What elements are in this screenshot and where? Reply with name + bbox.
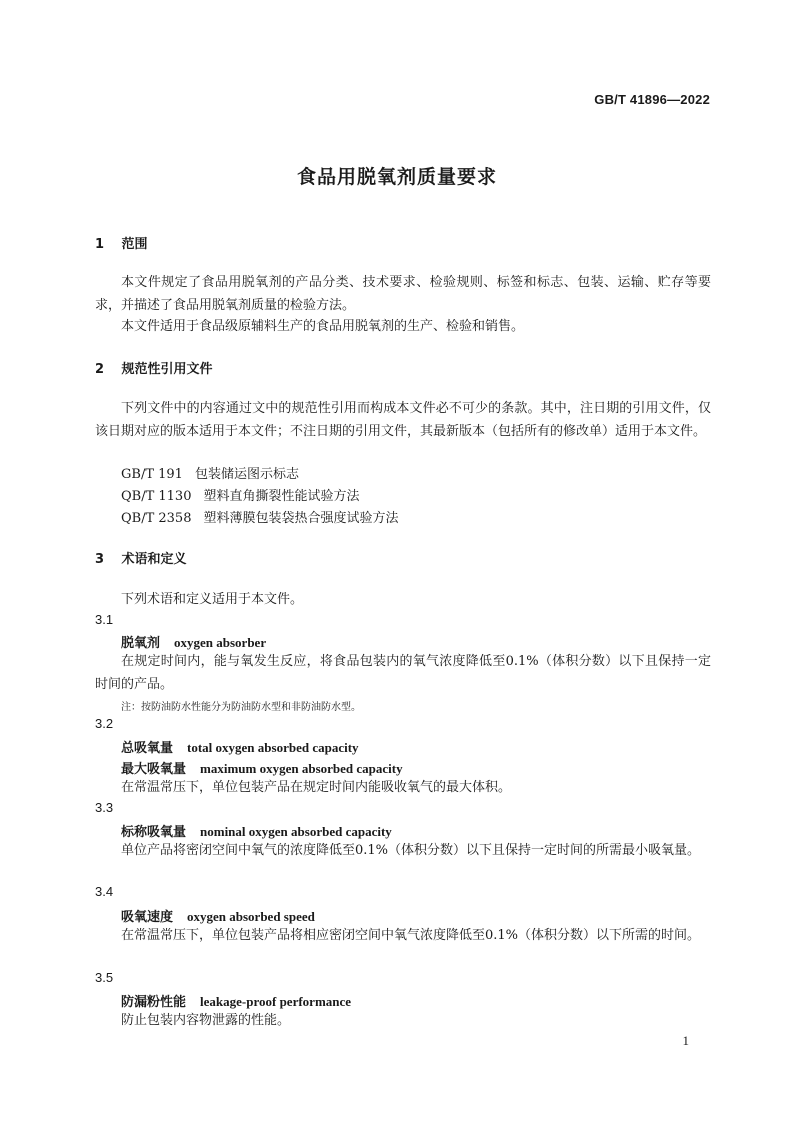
section-1-paragraph-2: 本文件适用于食品级原辅料生产的食品用脱氧剂的生产、检验和销售。 (121, 319, 525, 334)
term-heading (121, 821, 392, 840)
term-zh: 最大吸氧量 (121, 762, 187, 777)
term-zh: 总吸氧量 (121, 741, 174, 756)
term-zh: 吸氧速度 (121, 910, 174, 925)
section-3-heading (95, 548, 187, 567)
reference-title: 塑料薄膜包装袋热合强度试验方法 (203, 511, 399, 526)
term-zh: 脱氧剂 (121, 636, 161, 651)
section-2-heading (95, 358, 213, 377)
term-number: 3.4 (95, 884, 114, 899)
term-zh: 标称吸氧量 (121, 825, 187, 840)
term-en: total oxygen absorbed capacity (187, 740, 359, 755)
page-title: 食品用脱氧剂质量要求 (296, 166, 497, 188)
reference-item (121, 463, 299, 482)
term-definition: 在规定时间内，能与氧发生反应，将食品包装内的氧气浓度降低至0.1%（体积分数）以下且保持一定时间的产品。 (95, 654, 711, 692)
term-number: 3.2 (95, 716, 114, 731)
section-2-paragraph-1: 下列文件中的内容通过文中的规范性引用而构成本文件必不可少的条款。其中，注日期的引用文件，仅该日期对应的版本适用于本文件；不注日期的引用文件，其最新版本（包括所有的修改单）适用于本文件。 (95, 401, 711, 439)
section-1-heading (95, 233, 148, 252)
term-note: 注：按防油防水性能分为防油防水型和非防油防水型。 (121, 702, 361, 713)
reference-title: 包装储运图示标志 (194, 467, 299, 482)
standard-code: GB/T 41896—2022 (594, 92, 710, 107)
reference-code: GB/T 191 (121, 467, 183, 482)
term-definition: 在常温常压下，单位包装产品将相应密闭空间中氧气浓度降低至0.1%（体积分数）以下所需的时间。 (121, 928, 701, 943)
section-number: 1 (95, 237, 105, 252)
term-number: 3.3 (95, 800, 114, 815)
section-title: 规范性引用文件 (121, 362, 213, 377)
term-number: 3.1 (95, 612, 114, 627)
section-title: 术语和定义 (121, 552, 187, 567)
term-en: nominal oxygen absorbed capacity (200, 824, 392, 839)
term-definition: 在常温常压下，单位包装产品在规定时间内能吸收氧气的最大体积。 (121, 780, 512, 795)
term-heading (121, 991, 351, 1010)
section-1-paragraph-1: 本文件规定了食品用脱氧剂的产品分类、技术要求、检验规则、标签和标志、包装、运输、贮存等要求，并描述了食品用脱氧剂质量的检验方法。 (95, 275, 711, 313)
term-heading-synonym (121, 758, 403, 777)
term-en: leakage-proof performance (200, 994, 352, 1009)
reference-item (121, 485, 360, 504)
section-number: 2 (95, 362, 105, 377)
term-en: oxygen absorbed speed (187, 909, 315, 924)
term-number: 3.5 (95, 970, 114, 985)
section-3-intro: 下列术语和定义适用于本文件。 (121, 592, 304, 607)
term-en: maximum oxygen absorbed capacity (200, 761, 403, 776)
term-heading (121, 737, 359, 756)
term-definition: 防止包装内容物泄露的性能。 (121, 1013, 291, 1028)
section-number: 3 (95, 552, 105, 567)
term-heading (121, 632, 266, 651)
section-title: 范围 (121, 237, 148, 252)
reference-title: 塑料直角撕裂性能试验方法 (203, 489, 360, 504)
term-en: oxygen absorber (174, 635, 267, 650)
term-definition: 单位产品将密闭空间中氧气的浓度降低至0.1%（体积分数）以下且保持一定时间的所需最小吸氧量。 (121, 843, 701, 858)
reference-code: QB/T 1130 (121, 489, 192, 504)
reference-code: QB/T 2358 (121, 511, 192, 526)
page-number: 1 (682, 1033, 689, 1048)
reference-item (121, 507, 399, 526)
term-heading (121, 906, 315, 925)
term-zh: 防漏粉性能 (121, 995, 187, 1010)
